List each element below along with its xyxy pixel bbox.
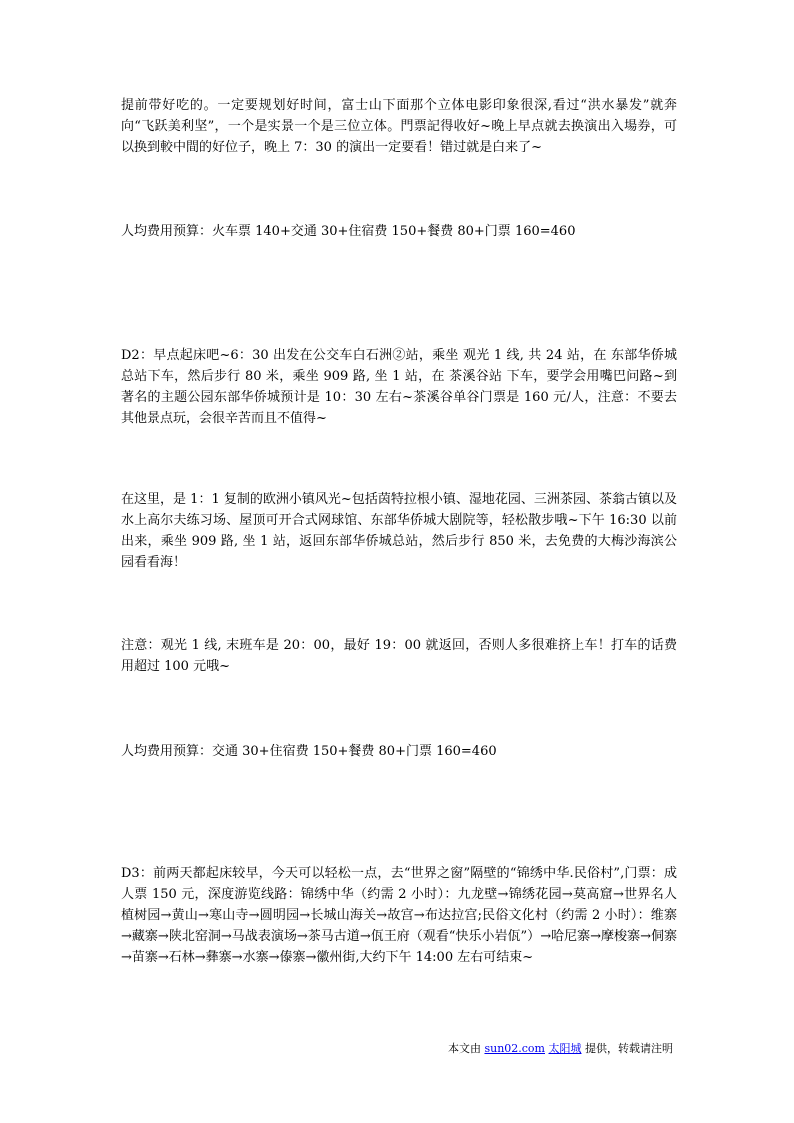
paragraph-d2-itinerary: D2：早点起床吧~6：30 出发在公交车白石洲②站，乘坐 观光 1 线, 共 24 站，在 东部华侨城总站下车，然后步行 80 米，乘坐 909 路, 坐 1 站，在 茶溪谷站 下车，要学会用嘴巴问路~到著名的主题公园东部华侨城预计是 10：30 左右~茶溪谷单谷门票是 160 元/人，注意：不要去其他景点玩，会很辛苦而且不值得~ xyxy=(121,348,677,426)
footer-link-taiyangcheng[interactable]: 太阳城 xyxy=(548,1042,582,1055)
paragraph-d1-tips: 提前带好吃的。一定要规划好时间，富士山下面那个立体电影印象很深,看过“洪水暴发”就奔向“飞跃美利坚”，一个是实景一个是三位立体。門票記得收好~晚上早点就去换演出入場券，可以换到較中間的好位子，晚上 7：30 的演出一定要看！错过就是白来了~ xyxy=(121,98,677,155)
footer-prefix: 本文由 xyxy=(447,1042,485,1055)
paragraph-d1-budget: 人均费用预算：火车票 140+交通 30+住宿费 150+餐费 80+门票 160=460 xyxy=(121,224,576,239)
footer-link-sun02[interactable]: sun02.com xyxy=(484,1042,545,1055)
paragraph-d3-itinerary: D3：前两天都起床较早，今天可以轻松一点，去“世界之窗”隔壁的“锦绣中华.民俗村”,门票：成人票 150 元，深度游览线路：锦绣中华（约需 2 小时）：九龙壁→锦绣花园→莫高窟→世界名人植树园→黄山→寒山寺→圆明园→长城山海关→故宫→布达拉宫;民俗文化村（约需 2 小时）：维寨→藏寨→陕北窑洞→马战表演场→茶马古道→佤王府（观看“快乐小岩佤”）→哈尼寨→摩梭寨→侗寨→苗寨→石林→彝寨→水寨→傣寨→徽州街,大约下午 14:00 左右可结束~ xyxy=(121,866,677,965)
paragraph-d2-notice: 注意：观光 1 线, 末班车是 20：00，最好 19：00 就返回，否则人多很难挤上车！打车的话费用超过 100 元哦~ xyxy=(121,638,677,674)
source-footer xyxy=(448,1041,673,1057)
paragraph-d2-budget: 人均费用预算：交通 30+住宿费 150+餐费 80+门票 160=460 xyxy=(121,744,497,759)
footer-suffix: 提供，转载请注明 xyxy=(581,1042,673,1055)
paragraph-d2-sights: 在这里，是 1：1 复制的欧洲小镇风光~包括茵特拉根小镇、湿地花园、三洲茶园、茶翁古镇以及水上高尔夫练习场、屋顶可开合式网球馆、东部华侨城大剧院等，轻松散步哦~下午 16:30 以前出来，乘坐 909 路, 坐 1 站，返回东部华侨城总站，然后步行 850 米，去免费的大梅沙海滨公园看看海！ xyxy=(121,492,677,570)
